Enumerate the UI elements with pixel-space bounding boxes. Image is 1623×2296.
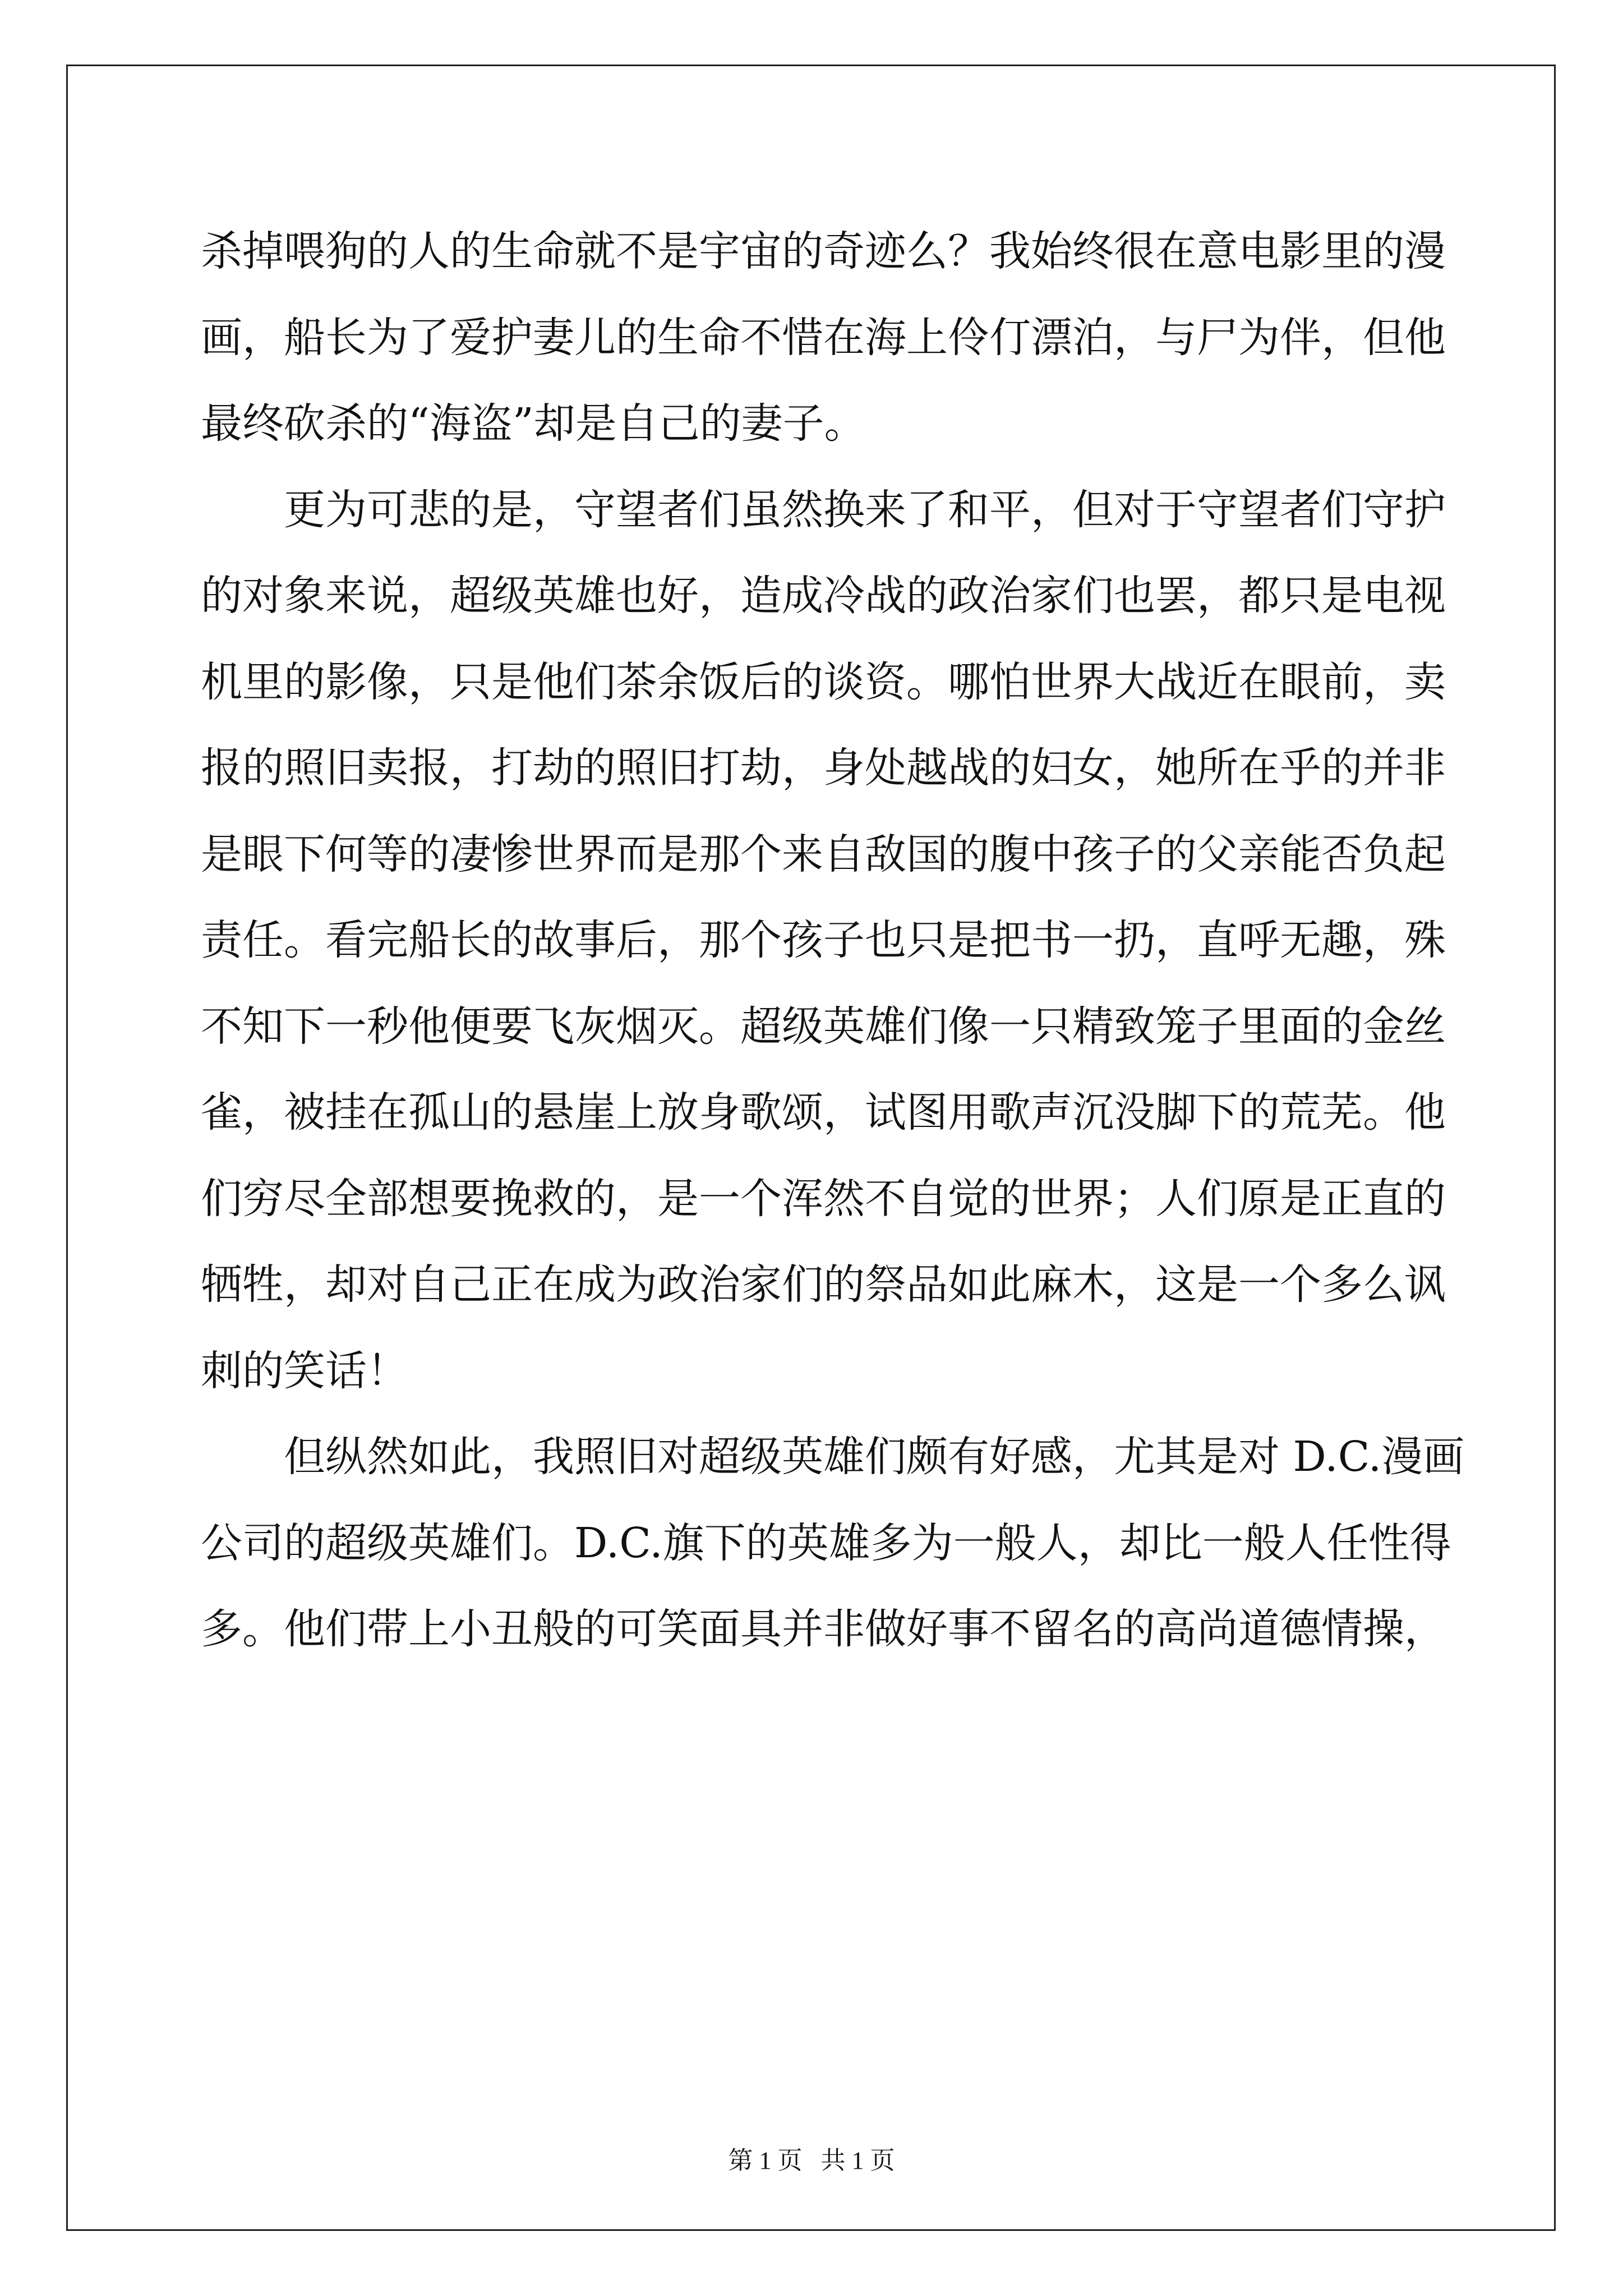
text-line: 不知下一秒他便要飞灰烟灭。超级英雄们像一只精致笼子里面的金丝 — [201, 1002, 1446, 1051]
text-line: 杀掉喂狗的人的生命就不是宇宙的奇迹么？我始终很在意电影里的漫 — [201, 227, 1446, 275]
text-line: 最终砍杀的“海盗”却是自己的妻子。 — [201, 399, 866, 448]
text-line: 但纵然如此，我照旧对超级英雄们颇有好感，尤其是对 D.C.漫画 — [284, 1433, 1465, 1481]
text-line: 责任。看完船长的故事后，那个孩子也只是把书一扔，直呼无趣，殊 — [201, 916, 1446, 964]
text-line: 是眼下何等的凄惨世界而是那个来自敌国的腹中孩子的父亲能否负起 — [201, 830, 1446, 878]
text-line: 雀，被挂在孤山的悬崖上放身歌颂，试图用歌声沉没脚下的荒芜。他 — [201, 1088, 1446, 1137]
text-line: 牺牲，却对自己正在成为政治家们的祭品如此麻木，这是一个多么讽 — [201, 1260, 1446, 1309]
text-line: 们穷尽全部想要挽救的，是一个浑然不自觉的世界；人们原是正直的 — [201, 1174, 1446, 1223]
text-line: 画，船长为了爱护妻儿的生命不惜在海上伶仃漂泊，与尸为伴，但他 — [201, 313, 1446, 362]
text-line: 报的照旧卖报，打劫的照旧打劫，身处越战的妇女，她所在乎的并非 — [201, 744, 1446, 792]
text-line: 更为可悲的是，守望者们虽然换来了和平，但对于守望者们守护 — [284, 485, 1446, 534]
text-line: 的对象来说，超级英雄也好，造成冷战的政治家们也罢，都只是电视 — [201, 572, 1446, 620]
text-line: 刺的笑话！ — [201, 1346, 408, 1395]
page-number-footer: 第 1 页 共 1 页 — [728, 2147, 895, 2174]
text-line: 公司的超级英雄们。D.C.旗下的英雄多为一般人，却比一般人任性得 — [201, 1519, 1451, 1567]
document-body — [201, 209, 1465, 1673]
text-line: 多。他们带上小丑般的可笑面具并非做好事不留名的高尚道德情操， — [201, 1605, 1446, 1653]
text-line: 机里的影像，只是他们茶余饭后的谈资。哪怕世界大战近在眼前，卖 — [201, 657, 1446, 706]
